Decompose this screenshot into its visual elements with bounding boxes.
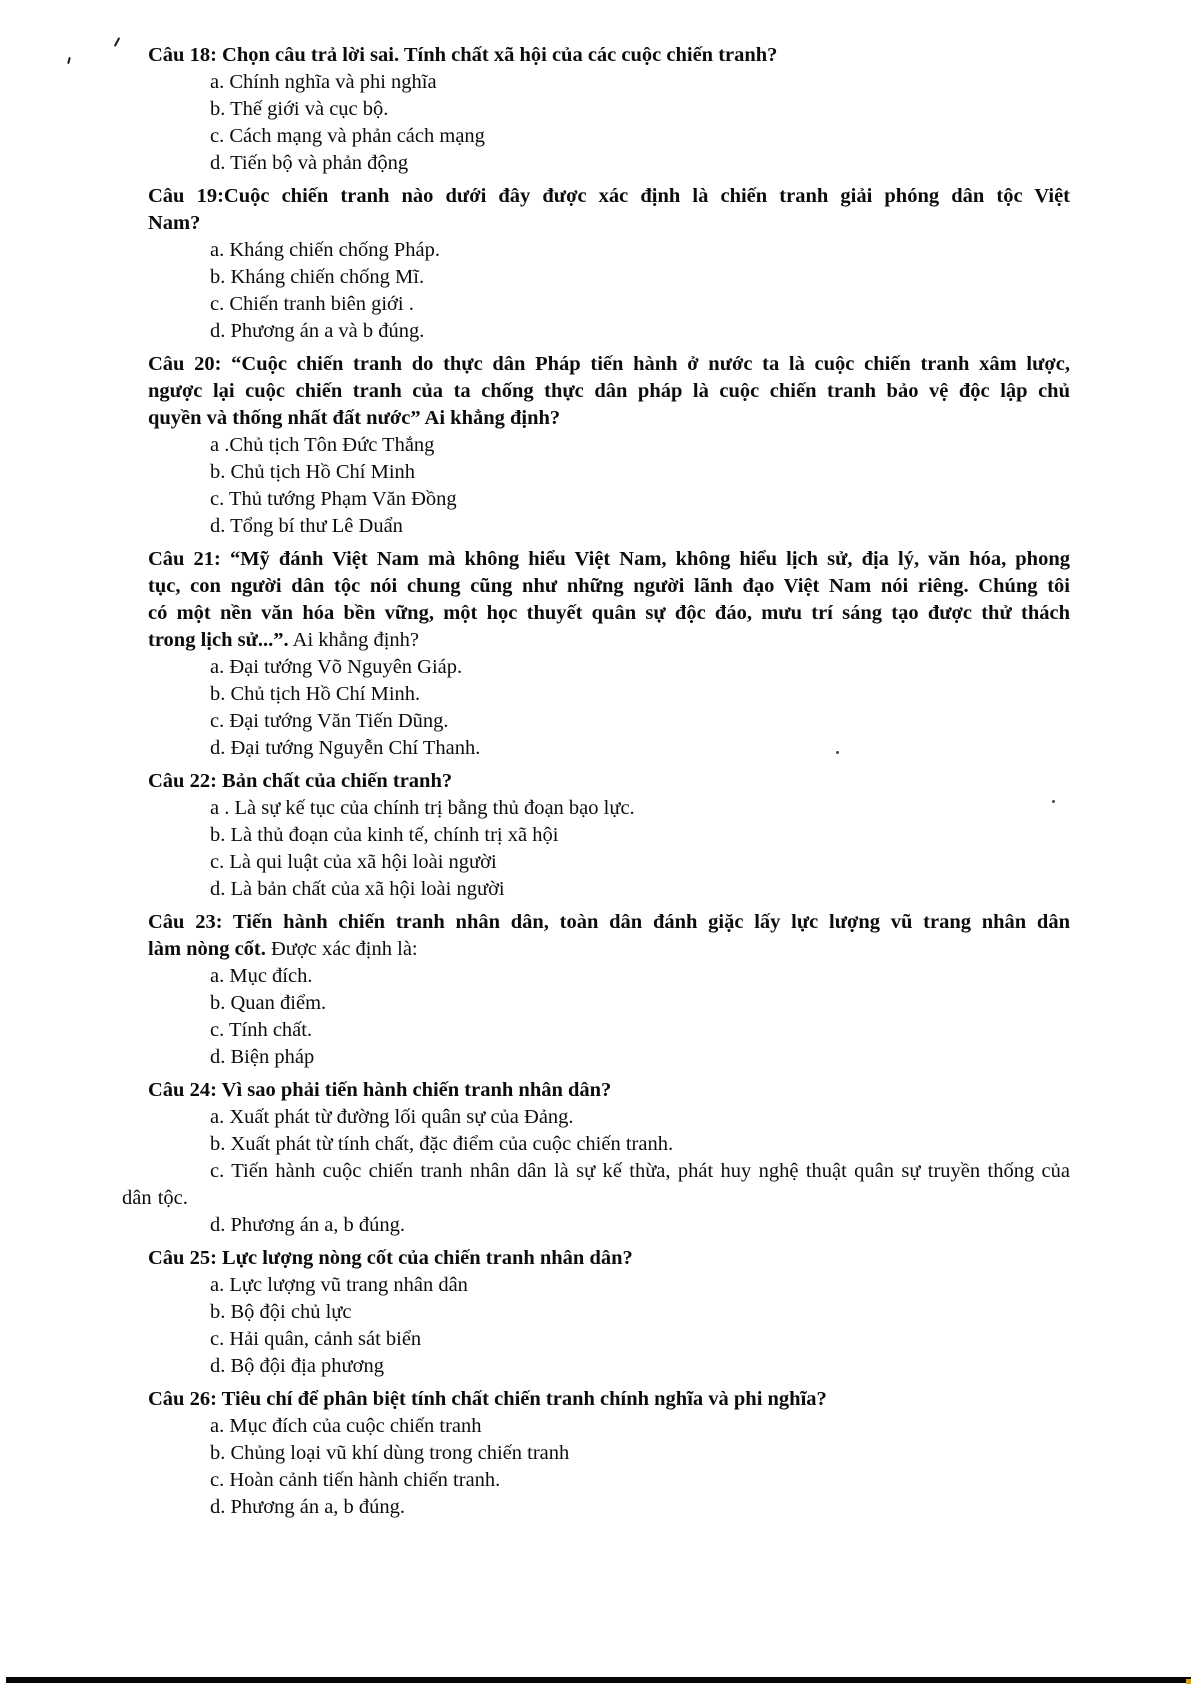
- option-d: d. Tổng bí thư Lê Duẩn: [210, 515, 403, 537]
- question-23: [148, 909, 1070, 1071]
- option-c: c. Là qui luật của xã hội loài người: [210, 851, 497, 873]
- option-a: a .Chủ tịch Tôn Đức Thắng: [210, 434, 435, 456]
- scan-artifact-speck: [1186, 1679, 1191, 1684]
- question-heading: Câu 24: Vì sao phải tiến hành chiến tranh nhân dân?: [148, 1079, 612, 1101]
- option-c: c. Thủ tướng Phạm Văn Đồng: [210, 488, 457, 510]
- question-heading-line: Nam?: [148, 212, 201, 234]
- heading-bold-part: làm nòng cốt.: [148, 938, 266, 960]
- option-a: a. Mục đích của cuộc chiến tranh: [210, 1415, 482, 1437]
- heading-regular-part: Ai khẳng định?: [288, 629, 420, 651]
- option-b: b. Kháng chiến chống Mĩ.: [210, 266, 425, 288]
- option-a: a. Mục đích.: [210, 965, 313, 987]
- page-bottom-rule: [6, 1677, 1191, 1683]
- question-heading-line: Câu 23: Tiến hành chiến tranh nhân dân, toàn dân đánh giặc lấy lực lượng vũ trang nhân dân: [148, 911, 1070, 933]
- question-heading: Câu 26: Tiêu chí để phân biệt tính chất chiến tranh chính nghĩa và phi nghĩa?: [148, 1388, 827, 1410]
- question-22: [148, 768, 1070, 903]
- option-a: a. Chính nghĩa và phi nghĩa: [210, 71, 437, 93]
- question-heading-line: Câu 21: “Mỹ đánh Việt Nam mà không hiểu Việt Nam, không hiểu lịch sử, địa lý, văn hóa, phong: [148, 548, 1070, 570]
- option-a: a. Kháng chiến chống Pháp.: [210, 239, 440, 261]
- question-heading-line: tục, con người dân tộc nói chung cũng như những người lãnh đạo Việt Nam nói riêng. Chúng tôi: [148, 575, 1070, 597]
- question-21: [148, 546, 1070, 762]
- option-b: b. Chủng loại vũ khí dùng trong chiến tranh: [210, 1442, 570, 1464]
- option-b: b. Là thủ đoạn của kinh tế, chính trị xã hội: [210, 824, 559, 846]
- question-list: [122, 42, 1070, 1527]
- heading-regular-part: Được xác định là:: [265, 938, 418, 960]
- option-a: a. Đại tướng Võ Nguyên Giáp.: [210, 656, 463, 678]
- question-heading-line: Câu 19:Cuộc chiến tranh nào dưới đây được xác định là chiến tranh giải phóng dân tộc Việt: [148, 185, 1070, 207]
- question-26: [148, 1386, 1070, 1521]
- option-d: d. Phương án a và b đúng.: [210, 320, 425, 342]
- scan-artifact-comma: [67, 57, 71, 64]
- option-b: b. Chủ tịch Hồ Chí Minh: [210, 461, 416, 483]
- question-heading-line: Câu 20: “Cuộc chiến tranh do thực dân Pháp tiến hành ở nước ta là cuộc chiến tranh xâm lược,: [148, 353, 1070, 375]
- heading-bold-part: trong lịch sử...”.: [148, 629, 289, 651]
- question-heading-line: [148, 936, 1070, 963]
- option-c: c. Hoàn cảnh tiến hành chiến tranh.: [210, 1469, 501, 1491]
- option-d: d. Phương án a, b đúng.: [210, 1214, 406, 1236]
- option-c: c. Tiến hành cuộc chiến tranh nhân dân là sự kế thừa, phát huy nghệ thuật quân sự truyền thống của dân tộc.: [122, 1160, 1070, 1209]
- question-heading-line: ngược lại cuộc chiến tranh của ta chống thực dân pháp là cuộc chiến tranh bảo vệ độc lập chủ: [148, 380, 1070, 402]
- option-a: a. Xuất phát từ đường lối quân sự của Đảng.: [210, 1106, 574, 1128]
- option-d: d. Tiến bộ và phản động: [210, 152, 409, 174]
- question-19: [148, 183, 1070, 345]
- question-18: [148, 42, 1070, 177]
- option-a: a . Là sự kế tục của chính trị bằng thủ đoạn bạo lực.: [210, 797, 635, 819]
- option-c: c. Cách mạng và phản cách mạng: [210, 125, 485, 147]
- question-heading-line: có một nền văn hóa bền vững, một học thuyết quân sự độc đáo, mưu trí sáng tạo được thử thách: [148, 602, 1070, 624]
- option-d: d. Bộ đội địa phương: [210, 1355, 384, 1377]
- option-b: b. Thế giới và cục bộ.: [210, 98, 389, 120]
- option-c: c. Chiến tranh biên giới .: [210, 293, 414, 315]
- scan-artifact-tick: [114, 37, 120, 47]
- question-24: [122, 1077, 1070, 1239]
- question-heading-line: quyền và thống nhất đất nước” Ai khẳng định?: [148, 407, 561, 429]
- question-heading: Câu 22: Bản chất của chiến tranh?: [148, 770, 453, 792]
- option-b: b. Chủ tịch Hồ Chí Minh.: [210, 683, 421, 705]
- question-heading-line: [148, 627, 1070, 654]
- option-c: c. Tính chất.: [210, 1019, 313, 1041]
- option-d: d. Biện pháp: [210, 1046, 315, 1068]
- question-25: [148, 1245, 1070, 1380]
- option-b: b. Xuất phát từ tính chất, đặc điểm của cuộc chiến tranh.: [210, 1133, 674, 1155]
- option-c: c. Đại tướng Văn Tiến Dũng.: [210, 710, 449, 732]
- option-d: d. Đại tướng Nguyễn Chí Thanh.: [210, 737, 481, 759]
- question-20: [148, 351, 1070, 540]
- question-heading: Câu 25: Lực lượng nòng cốt của chiến tranh nhân dân?: [148, 1247, 633, 1269]
- option-a: a. Lực lượng vũ trang nhân dân: [210, 1274, 468, 1296]
- option-d: d. Phương án a, b đúng.: [210, 1496, 406, 1518]
- question-heading: Câu 18: Chọn câu trả lời sai. Tính chất xã hội của các cuộc chiến tranh?: [148, 44, 778, 66]
- option-b: b. Bộ đội chủ lực: [210, 1301, 352, 1323]
- option-d: d. Là bản chất của xã hội loài người: [210, 878, 505, 900]
- option-b: b. Quan điểm.: [210, 992, 327, 1014]
- option-c: c. Hải quân, cảnh sát biển: [210, 1328, 422, 1350]
